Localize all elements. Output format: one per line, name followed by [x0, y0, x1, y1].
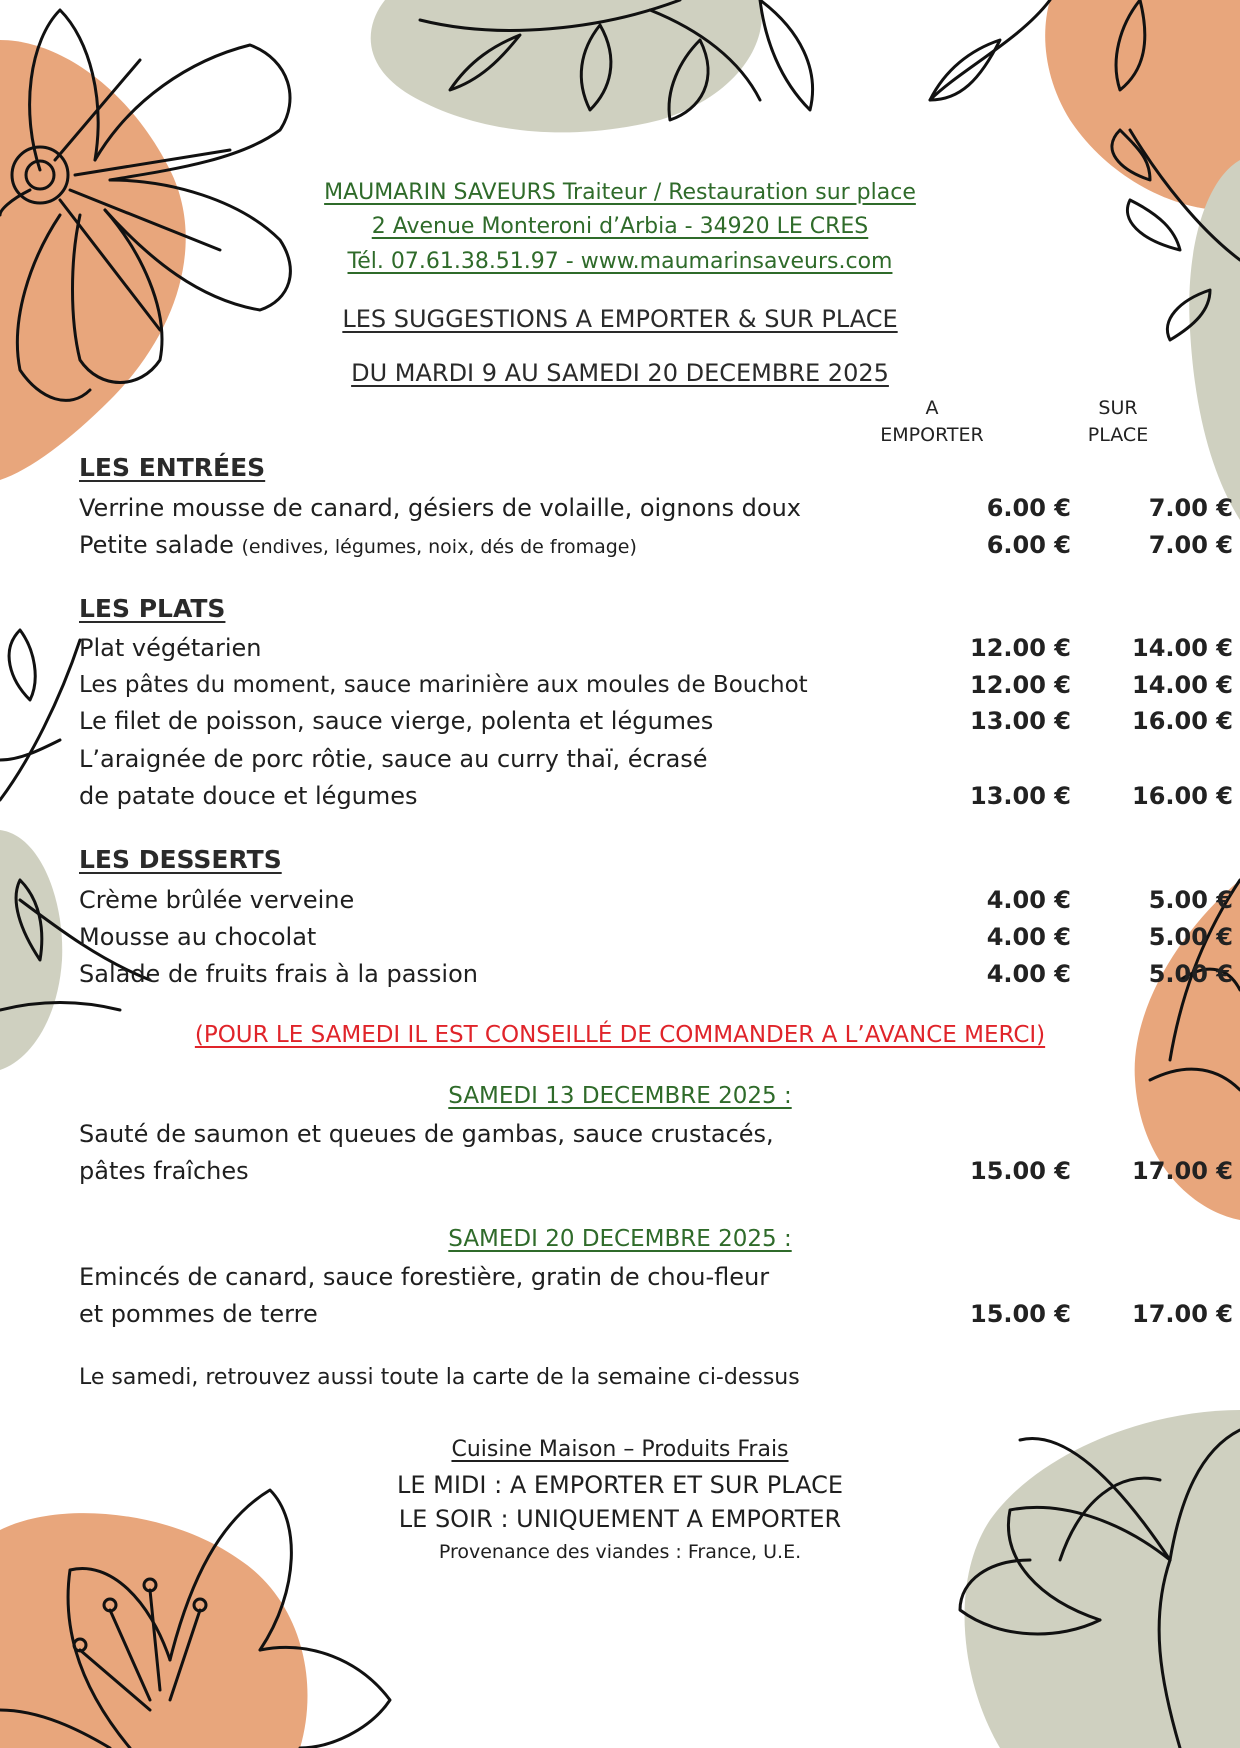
menu-dates: DU MARDI 9 AU SAMEDI 20 DECEMBRE 2025: [351, 359, 889, 387]
price-takeaway: 13.00 €: [970, 707, 1071, 735]
price-takeaway: 13.00 €: [970, 782, 1071, 810]
price-takeaway: 6.00 €: [986, 494, 1071, 522]
section-heading-desserts: LES DESSERTS: [79, 845, 282, 874]
saturday-13-heading: SAMEDI 13 DECEMBRE 2025 :: [448, 1083, 792, 1109]
menu-item: L’araignée de porc rôtie, sauce au curry thaï, écrasé de patate douce et légumes 13.00 € 16.00 €: [79, 741, 1159, 815]
takeaway-column-header: A EMPORTER: [880, 397, 984, 446]
footer-meat-origin: Provenance des viandes : France, U.E.: [438, 1541, 802, 1563]
price-onsite: 7.00 €: [1148, 531, 1233, 559]
price-onsite: 16.00 €: [1132, 707, 1233, 735]
price-takeaway: 4.00 €: [986, 960, 1071, 988]
price-takeaway: 15.00 €: [970, 1157, 1071, 1185]
saturday-13-item: Sauté de saumon et queues de gambas, sauce crustacés, pâtes fraîches 15.00 € 17.00 €: [79, 1116, 1159, 1190]
menu-item: Crème brûlée verveine 4.00 € 5.00 €: [79, 882, 1159, 918]
menu-item: Salade de fruits frais à la passion 4.00 € 5.00 €: [79, 956, 1159, 992]
saturday-note: Le samedi, retrouvez aussi toute la carte de la semaine ci-dessus: [79, 1365, 800, 1390]
menu-item: Mousse au chocolat 4.00 € 5.00 €: [79, 919, 1159, 955]
menu-item: Les pâtes du moment, sauce marinière aux moules de Bouchot 12.00 € 14.00 €: [79, 667, 1159, 703]
restaurant-name: MAUMARIN SAVEURS Traiteur / Restauration sur place: [324, 180, 916, 205]
advance-order-notice: (POUR LE SAMEDI IL EST CONSEILLÉ DE COMMANDER A L’AVANCE MERCI): [194, 1022, 1046, 1048]
price-takeaway: 4.00 €: [986, 886, 1071, 914]
price-onsite: 17.00 €: [1132, 1157, 1233, 1185]
menu-item: Le filet de poisson, sauce vierge, polenta et légumes 13.00 € 16.00 €: [79, 703, 1159, 739]
price-onsite: 5.00 €: [1148, 886, 1233, 914]
price-takeaway: 15.00 €: [970, 1300, 1071, 1328]
footer-homemade: Cuisine Maison – Produits Frais: [451, 1437, 789, 1462]
menu-item: Plat végétarien 12.00 € 14.00 €: [79, 630, 1159, 666]
footer-evening: LE SOIR : UNIQUEMENT A EMPORTER: [398, 1505, 842, 1533]
saturday-20-item: Emincés de canard, sauce forestière, gratin de chou-fleur et pommes de terre 15.00 € 17.00 €: [79, 1259, 1159, 1333]
price-takeaway: 4.00 €: [986, 923, 1071, 951]
section-heading-entrees: LES ENTRÉES: [79, 453, 266, 482]
price-onsite: 16.00 €: [1132, 782, 1233, 810]
saturday-20-heading: SAMEDI 20 DECEMBRE 2025 :: [448, 1226, 792, 1252]
menu-item: Petite salade (endives, légumes, noix, dés de fromage) 6.00 € 7.00 €: [79, 527, 1159, 563]
price-onsite: 5.00 €: [1148, 923, 1233, 951]
restaurant-contact[interactable]: Tél. 07.61.38.51.97 - www.maumarinsaveurs.com: [347, 249, 893, 274]
menu-title: LES SUGGESTIONS A EMPORTER & SUR PLACE: [342, 305, 898, 333]
price-onsite: 17.00 €: [1132, 1300, 1233, 1328]
onsite-column-header: SUR PLACE: [1087, 397, 1149, 446]
restaurant-address: 2 Avenue Monteroni d’Arbia - 34920 LE CRES: [371, 214, 869, 239]
price-takeaway: 6.00 €: [986, 531, 1071, 559]
footer-lunch: LE MIDI : A EMPORTER ET SUR PLACE: [396, 1471, 844, 1499]
price-onsite: 7.00 €: [1148, 494, 1233, 522]
price-takeaway: 12.00 €: [970, 634, 1071, 662]
price-onsite: 14.00 €: [1132, 671, 1233, 699]
price-onsite: 5.00 €: [1148, 960, 1233, 988]
price-takeaway: 12.00 €: [970, 671, 1071, 699]
price-onsite: 14.00 €: [1132, 634, 1233, 662]
menu-item: Verrine mousse de canard, gésiers de volaille, oignons doux 6.00 € 7.00 €: [79, 490, 1159, 526]
section-heading-plats: LES PLATS: [79, 594, 226, 623]
